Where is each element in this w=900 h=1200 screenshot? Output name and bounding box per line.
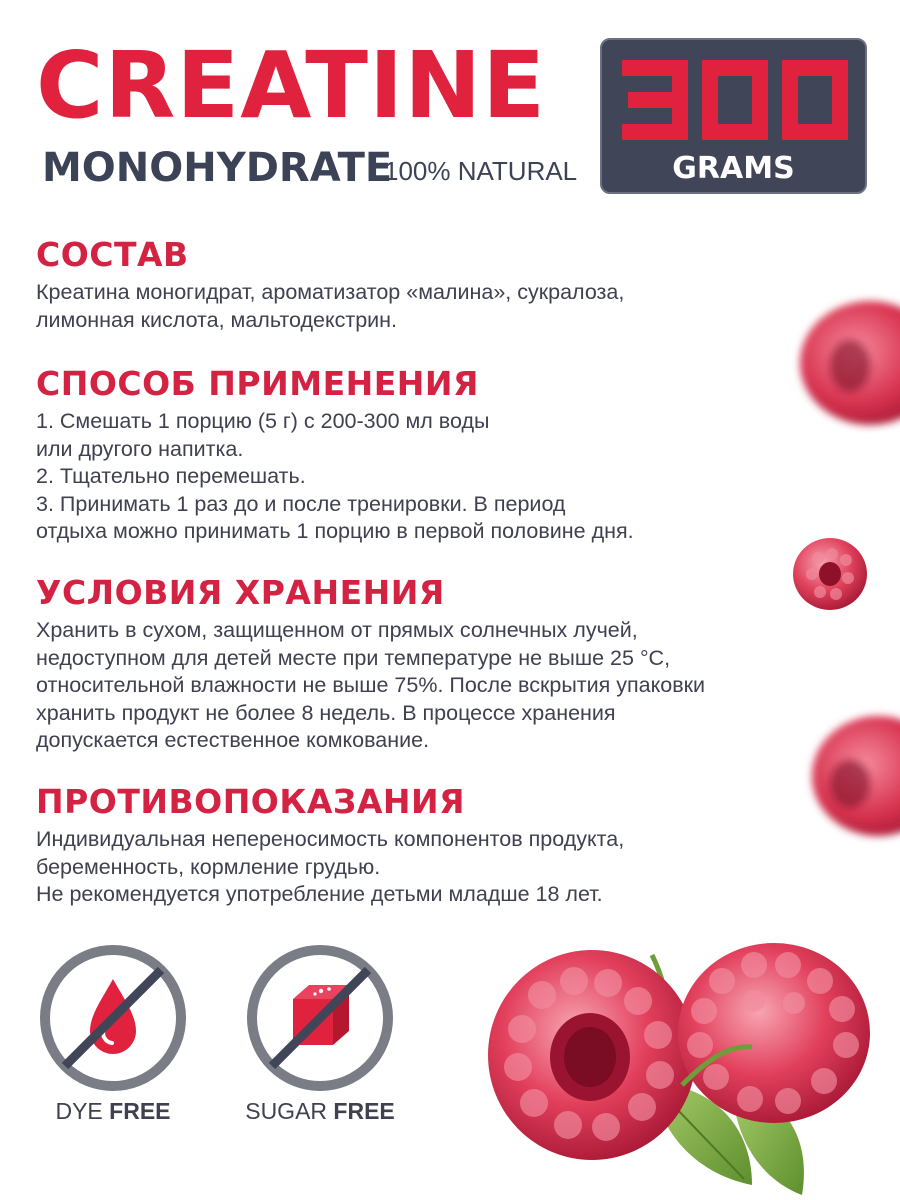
section-heading: УСЛОВИЯ ХРАНЕНИЯ (36, 573, 445, 612)
section-text-line: 2. Тщательно перемешать. (36, 464, 306, 489)
section-heading: СОСТАВ (36, 235, 189, 274)
section-text-line: допускается естественное комкование. (36, 728, 430, 753)
product-title: CREATINE (36, 32, 547, 139)
section-text-line: недоступном для детей месте при температуре не выше 25 °С, (36, 645, 671, 670)
section-text-line: Хранить в сухом, защищенном от прямых солнечных лучей, (36, 618, 638, 643)
product-subtitle: MONOHYDRATE (42, 145, 393, 191)
section-usage (36, 366, 826, 546)
section-heading: ПРОТИВОПОКАЗАНИЯ (36, 782, 466, 821)
badge-unit: GRAMS (672, 151, 795, 186)
dye-drop-icon (38, 943, 188, 1093)
section-text-line: относительной влажности не выше 75%. После вскрытия упаковки (36, 673, 706, 698)
section-text-line: беременность, кормление грудью. (36, 854, 381, 879)
section-heading: СПОСОБ ПРИМЕНЕНИЯ (36, 364, 479, 403)
raspberries-leaves-icon (482, 935, 882, 1200)
raspberry-blurred-top-icon (790, 288, 900, 438)
section-text-line: Индивидуальная непереносимость компонентов продукта, (36, 827, 625, 852)
section-text-line: хранить продукт не более 8 недель. В процессе хранения (36, 700, 616, 725)
badge-amount-digits (618, 54, 853, 146)
section-contraindications (36, 784, 826, 909)
weight-badge (600, 38, 867, 194)
raspberry-small-icon (788, 530, 868, 614)
section-text-line: или другого напитка. (36, 436, 244, 461)
sugar-cube-icon (245, 943, 395, 1093)
section-text-line: 3. Принимать 1 раз до и после тренировки. В период (36, 491, 566, 516)
dye-free-label: DYE FREE (55, 1098, 171, 1124)
section-text-line: Креатина моногидрат, ароматизатор «малина», сукралоза, (36, 280, 625, 305)
raspberry-blurred-middle-icon (800, 700, 900, 850)
section-text-line: лимонная кислота, мальтодекстрин. (36, 307, 398, 332)
sugar-free-label: SUGAR FREE (245, 1098, 395, 1124)
section-storage (36, 575, 826, 755)
section-text-line: отдыха можно принимать 1 порцию в первой половине дня. (36, 519, 634, 544)
section-composition (36, 237, 826, 334)
natural-tagline: 100% NATURAL (384, 156, 578, 186)
section-text-line: Не рекомендуется употребление детьми младше 18 лет. (36, 882, 603, 907)
section-text-line: 1. Смешать 1 порцию (5 г) с 200-300 мл воды (36, 409, 490, 434)
